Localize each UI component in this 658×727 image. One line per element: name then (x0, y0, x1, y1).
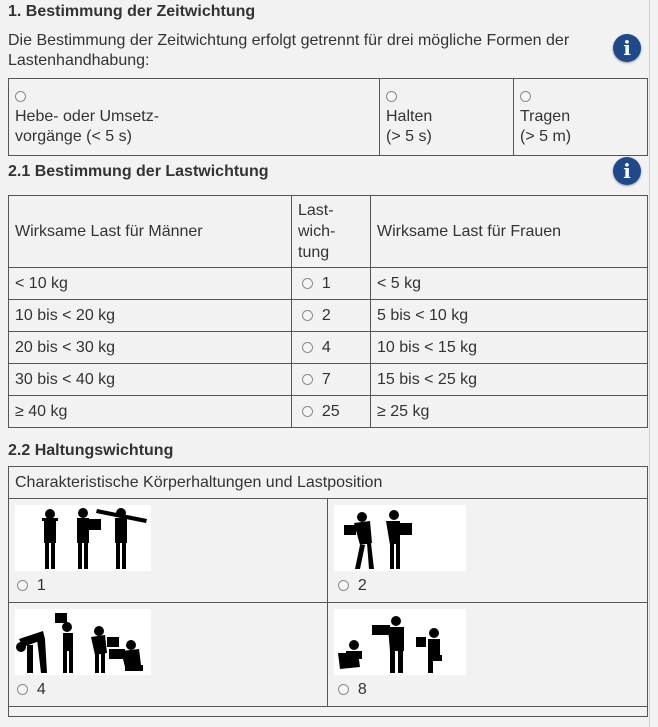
radio-weight-7[interactable] (302, 374, 313, 385)
section1-title: 1. Bestimmung der Zeitwichtung (8, 3, 256, 20)
option-holding-line1: Halten (386, 108, 433, 125)
men-value: ≥ 40 kg (9, 396, 292, 428)
weight-cell (292, 396, 371, 428)
section1-description: Die Bestimmung der Zeitwichtung erfolgt getrennt für drei mögliche Formen der Lastenhandhabung: (8, 32, 570, 69)
option-cell-carrying (514, 79, 648, 156)
weight-value: 2 (321, 306, 331, 324)
radio-weight-4[interactable] (302, 342, 313, 353)
radio-holding[interactable] (386, 91, 397, 102)
posture-cell-1 (9, 499, 328, 603)
radio-posture-4[interactable] (17, 684, 28, 695)
radio-weight-2[interactable] (302, 310, 313, 321)
posture-weighting-table (8, 466, 648, 717)
posture-value: 1 (36, 577, 46, 594)
posture-value: 8 (357, 681, 367, 698)
header-weight-line3: tung (298, 244, 330, 261)
posture-cell-8 (328, 603, 648, 707)
radio-weight-25[interactable] (302, 406, 313, 417)
weight-value: 25 (321, 402, 340, 420)
weight-cell (292, 300, 371, 332)
radio-lifting[interactable] (15, 91, 26, 102)
men-value: 10 bis < 20 kg (9, 300, 292, 332)
header-weight-line1: Last- (298, 202, 334, 219)
posture-header: Charakteristische Körperhaltungen und Lastposition (9, 467, 648, 499)
posture-cell-4 (9, 603, 328, 707)
table-row (9, 364, 648, 396)
info-icon[interactable]: i (613, 34, 641, 62)
table-row (9, 332, 648, 364)
radio-carrying[interactable] (520, 91, 531, 102)
posture-value: 4 (36, 681, 46, 698)
weight-value: 7 (321, 370, 331, 388)
radio-posture-2[interactable] (338, 580, 349, 591)
twisted-posture-image (334, 609, 466, 675)
upright-posture-image (15, 505, 151, 571)
weight-cell (292, 332, 371, 364)
radio-posture-1[interactable] (17, 580, 28, 591)
option-carrying-line1: Tragen (520, 108, 571, 125)
option-carrying-line2: (> 5 m) (520, 128, 572, 145)
header-weight (292, 196, 371, 268)
option-cell-lifting (9, 79, 380, 156)
women-value: 15 bis < 25 kg (371, 364, 648, 396)
posture-option-2 (338, 577, 367, 595)
weight-cell (292, 364, 371, 396)
load-weighting-table (8, 195, 648, 428)
section21-title: 2.1 Bestimmung der Lastwichtung (8, 163, 269, 180)
option-lifting-line1: Hebe- oder Umsetz- (15, 108, 160, 125)
weight-cell (292, 268, 371, 300)
info-icon[interactable]: i (613, 157, 641, 185)
radio-weight-1[interactable] (302, 278, 313, 289)
table-row (9, 268, 648, 300)
radio-posture-8[interactable] (338, 684, 349, 695)
section22-title: 2.2 Haltungswichtung (8, 442, 174, 459)
option-holding-line2: (> 5 s) (386, 128, 432, 145)
women-value: < 5 kg (371, 268, 648, 300)
posture-option-8 (338, 681, 367, 699)
table-row (9, 300, 648, 332)
option-lifting-line2: vorgänge (< 5 s) (15, 128, 132, 145)
women-value: 10 bis < 15 kg (371, 332, 648, 364)
men-value: 30 bis < 40 kg (9, 364, 292, 396)
table-row (9, 396, 648, 428)
men-value: < 10 kg (9, 268, 292, 300)
time-weighting-table (8, 78, 648, 156)
header-men: Wirksame Last für Männer (9, 196, 292, 268)
header-women: Wirksame Last für Frauen (371, 196, 648, 268)
posture-cell-2 (328, 499, 648, 603)
weight-value: 1 (321, 274, 331, 292)
deep-bend-posture-image (15, 609, 151, 675)
posture-option-4 (17, 681, 46, 699)
men-value: 20 bis < 30 kg (9, 332, 292, 364)
header-weight-line2: wich- (298, 223, 336, 240)
slight-bend-posture-image (334, 505, 466, 571)
weight-value: 4 (321, 338, 331, 356)
posture-option-1 (17, 577, 46, 595)
posture-value: 2 (357, 577, 367, 594)
option-cell-holding (380, 79, 514, 156)
posture-footer-row (9, 707, 648, 717)
women-value: 5 bis < 10 kg (371, 300, 648, 332)
women-value: ≥ 25 kg (371, 396, 648, 428)
